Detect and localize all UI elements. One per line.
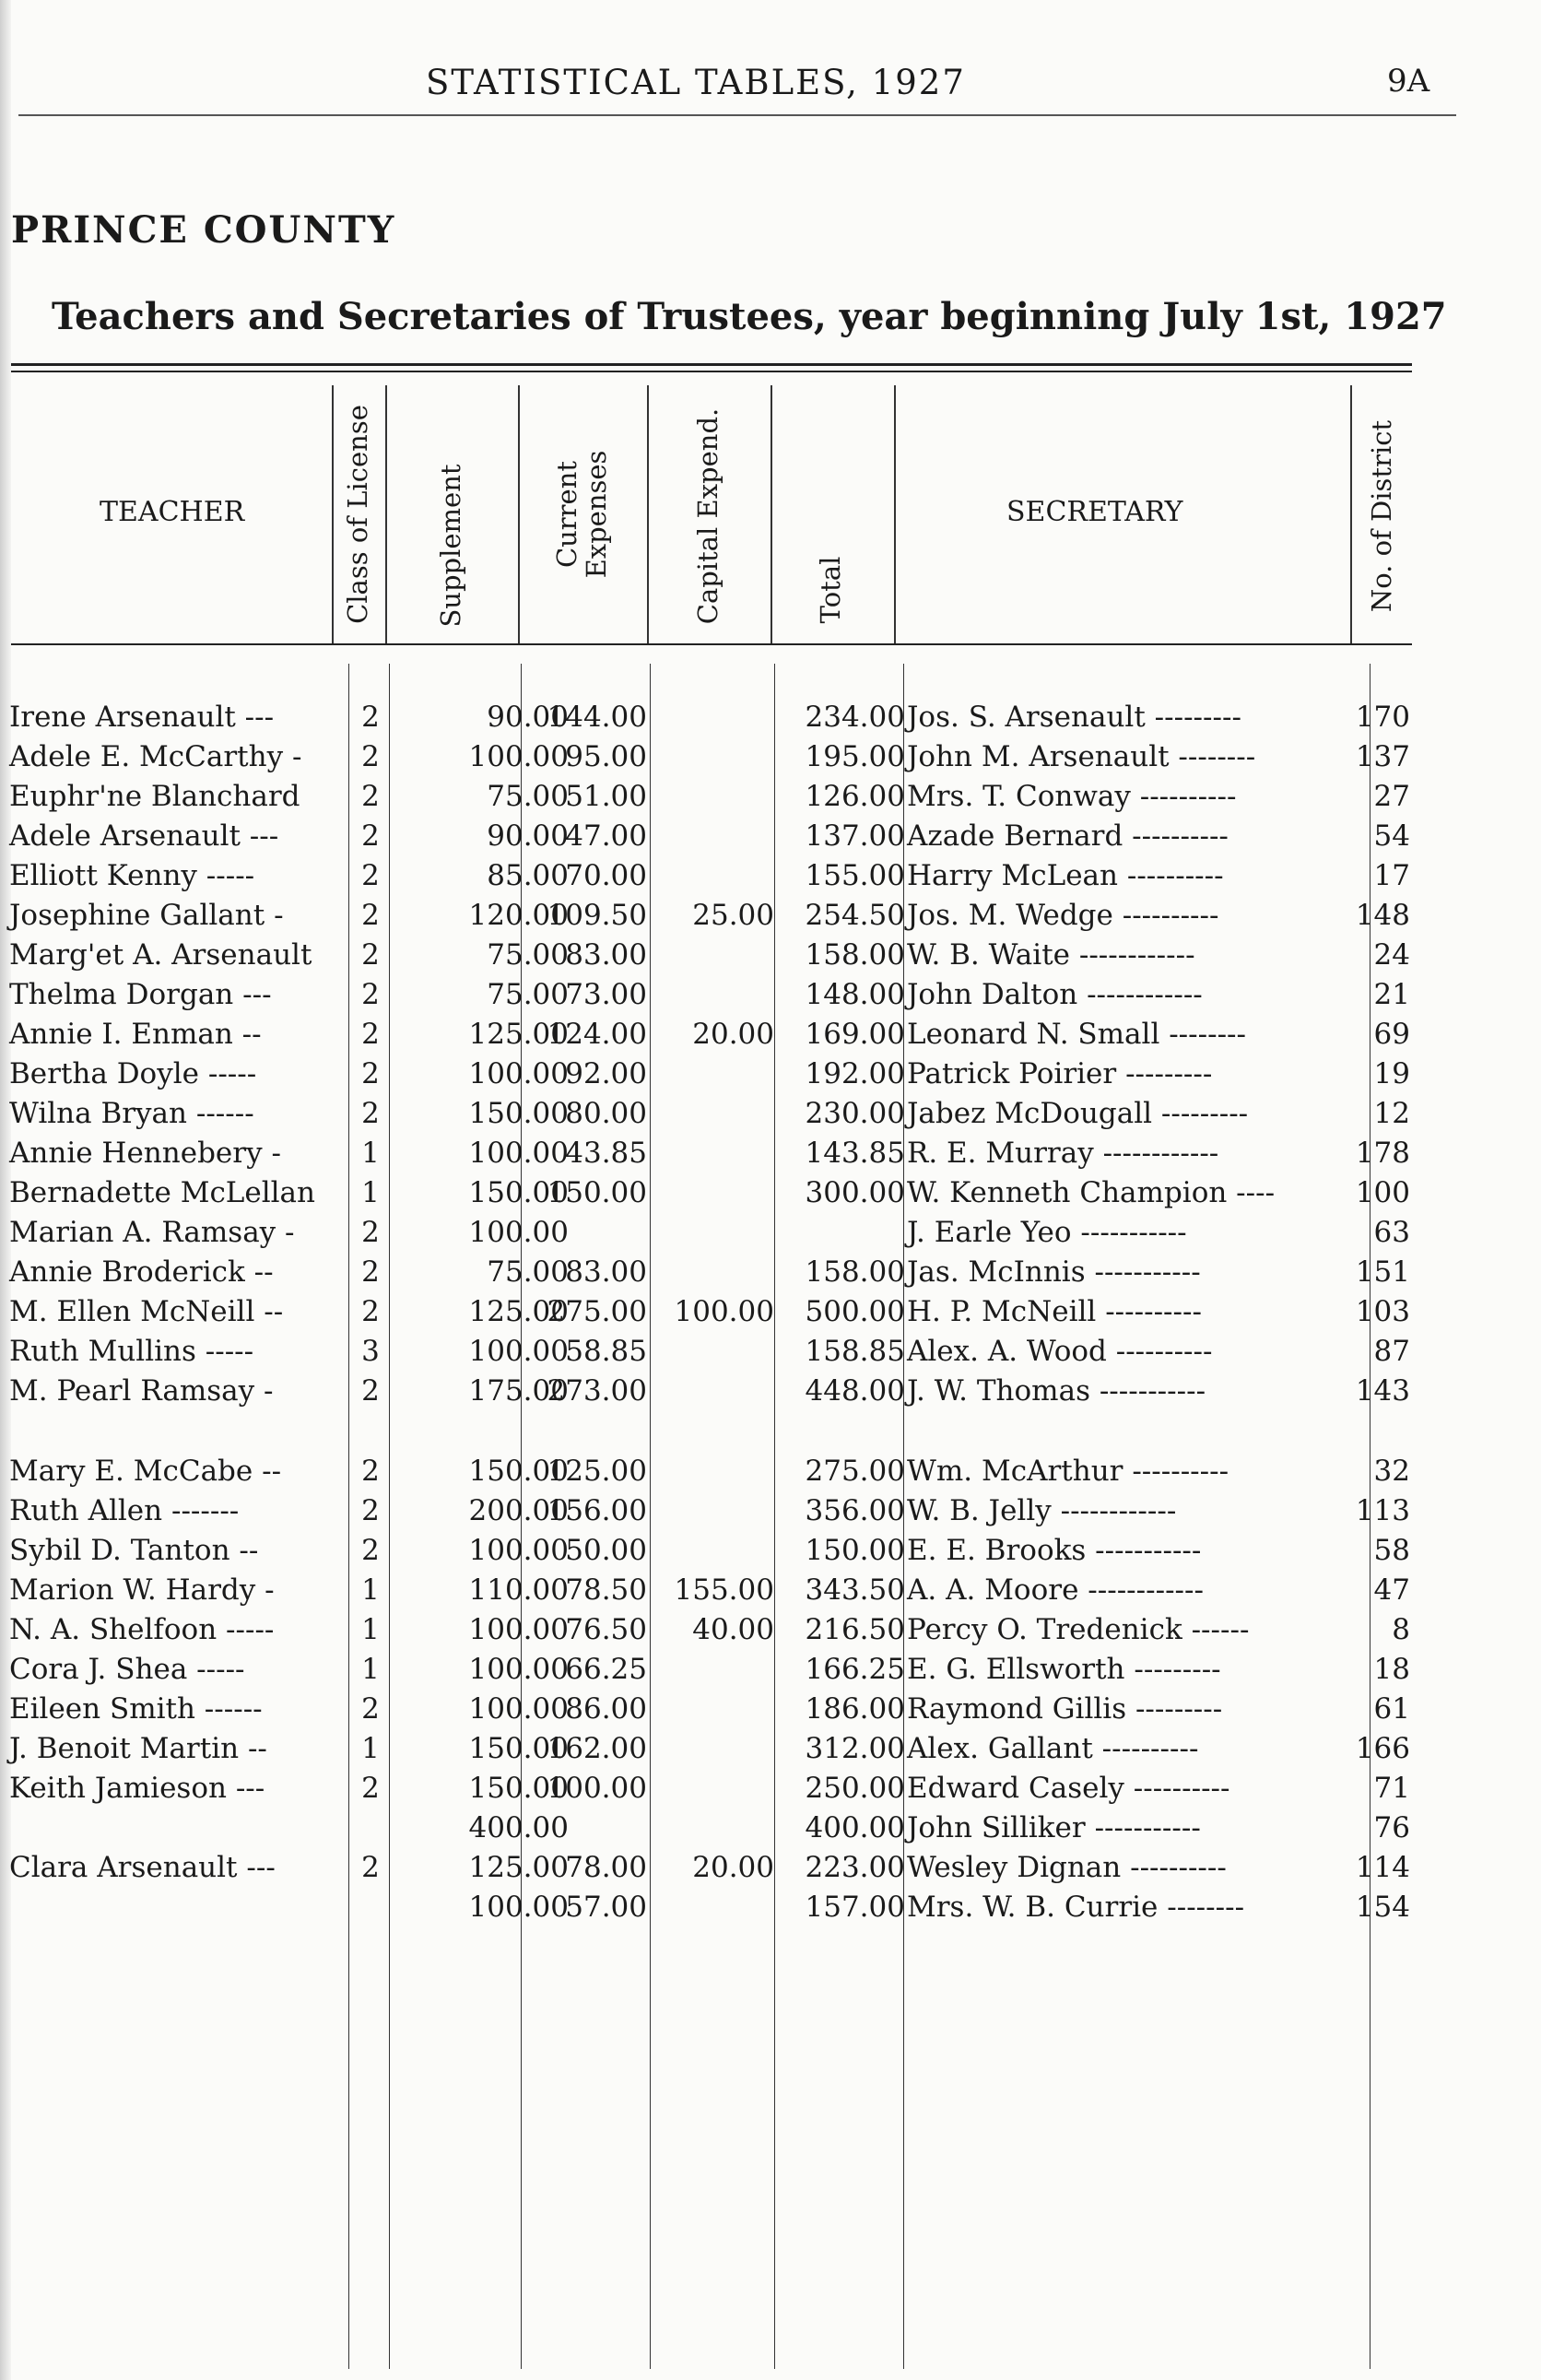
column-header-district: No. of District <box>1366 419 1398 613</box>
table-row <box>0 938 1541 977</box>
supplement-value: 175.00 <box>468 1374 569 1408</box>
capital-expend-value: 100.00 <box>674 1295 774 1328</box>
teacher-name: Marian A. Ramsay - <box>9 1216 295 1249</box>
district-number: 69 <box>1373 1018 1410 1051</box>
teacher-name: Eileen Smith ------ <box>9 1692 263 1726</box>
table-row <box>0 1455 1541 1493</box>
current-expenses-value: 92.00 <box>565 1057 647 1090</box>
secretary-name: E. E. Brooks ----------- <box>907 1534 1202 1567</box>
teacher-name: Cora J. Shea ----- <box>9 1653 245 1686</box>
district-number: 113 <box>1355 1494 1410 1527</box>
class-of-license: 2 <box>361 938 380 972</box>
table-row <box>0 1534 1541 1573</box>
current-expenses-value: 76.50 <box>565 1613 647 1646</box>
class-of-license: 2 <box>361 1216 380 1249</box>
table-row <box>0 1018 1541 1056</box>
district-number: 143 <box>1355 1374 1410 1408</box>
district-number: 8 <box>1392 1613 1410 1646</box>
capital-expend-value: 20.00 <box>692 1018 774 1051</box>
teacher-name: Adele E. McCarthy - <box>9 740 302 773</box>
column-header-capital: Capital Expend. <box>692 407 724 625</box>
supplement-value: 125.00 <box>468 1018 569 1051</box>
capital-expend-value: 155.00 <box>674 1573 774 1607</box>
table-row <box>0 1851 1541 1890</box>
class-of-license: 1 <box>361 1732 380 1765</box>
class-of-license: 1 <box>361 1137 380 1170</box>
total-value: 192.00 <box>805 1057 905 1090</box>
total-value: 230.00 <box>805 1097 905 1130</box>
current-expenses-value: 125.00 <box>547 1455 647 1488</box>
secretary-name: Raymond Gillis --------- <box>907 1692 1223 1726</box>
total-value: 158.00 <box>805 1255 905 1289</box>
total-value: 169.00 <box>805 1018 905 1051</box>
table-row <box>0 1653 1541 1691</box>
current-expenses-value: 144.00 <box>547 701 647 734</box>
column-divider <box>1350 385 1352 643</box>
class-of-license: 2 <box>361 1018 380 1051</box>
secretary-name: A. A. Moore ------------ <box>907 1573 1204 1607</box>
class-of-license: 2 <box>361 1772 380 1805</box>
district-number: 154 <box>1355 1891 1410 1924</box>
district-number: 12 <box>1373 1097 1410 1130</box>
district-number: 24 <box>1373 938 1410 972</box>
district-number: 170 <box>1355 701 1410 734</box>
supplement-value: 90.00 <box>487 701 569 734</box>
supplement-value: 75.00 <box>487 978 569 1011</box>
district-number: 27 <box>1373 780 1410 813</box>
total-value: 157.00 <box>805 1891 905 1924</box>
supplement-value: 150.00 <box>468 1732 569 1765</box>
table-row <box>0 1692 1541 1731</box>
secretary-name: Percy O. Tredenick ------ <box>907 1613 1250 1646</box>
supplement-value: 125.00 <box>468 1295 569 1328</box>
column-divider <box>770 385 772 643</box>
total-value: 343.50 <box>805 1573 905 1607</box>
district-number: 58 <box>1373 1534 1410 1567</box>
teacher-name: Irene Arsenault --- <box>9 701 275 734</box>
current-expenses-value: 83.00 <box>565 1255 647 1289</box>
teacher-name: Elliott Kenny ----- <box>9 859 255 892</box>
supplement-value: 100.00 <box>468 1335 569 1368</box>
secretary-name: Alex. A. Wood ---------- <box>907 1335 1213 1368</box>
total-value: 186.00 <box>805 1692 905 1726</box>
current-expenses-value: 150.00 <box>547 1176 647 1209</box>
supplement-value: 90.00 <box>487 819 569 853</box>
teacher-name: Adele Arsenault --- <box>9 819 279 853</box>
total-value: 155.00 <box>805 859 905 892</box>
supplement-value: 400.00 <box>468 1811 569 1844</box>
class-of-license: 2 <box>361 899 380 932</box>
class-of-license: 2 <box>361 1255 380 1289</box>
district-number: 54 <box>1373 819 1410 853</box>
district-number: 63 <box>1373 1216 1410 1249</box>
table-row <box>0 1216 1541 1255</box>
secretary-name: Azade Bernard ---------- <box>907 819 1229 853</box>
teacher-name: Bernadette McLellan <box>9 1176 316 1209</box>
district-number: 148 <box>1355 899 1410 932</box>
current-expenses-value: 51.00 <box>565 780 647 813</box>
district-number: 103 <box>1355 1295 1410 1328</box>
page-number: 9A <box>1387 63 1430 100</box>
header-rule <box>18 114 1456 116</box>
class-of-license: 3 <box>361 1335 380 1368</box>
table-row <box>0 780 1541 819</box>
secretary-name: Wesley Dignan ---------- <box>907 1851 1227 1884</box>
current-expenses-value: 124.00 <box>547 1018 647 1051</box>
total-value: 223.00 <box>805 1851 905 1884</box>
supplement-value: 100.00 <box>468 1057 569 1090</box>
district-number: 19 <box>1373 1057 1410 1090</box>
total-value: 150.00 <box>805 1534 905 1567</box>
total-value: 166.25 <box>805 1653 905 1686</box>
current-expenses-value: 100.00 <box>547 1772 647 1805</box>
total-value: 250.00 <box>805 1772 905 1805</box>
column-divider <box>518 385 520 643</box>
secretary-name: W. Kenneth Champion ---- <box>907 1176 1276 1209</box>
secretary-name: John Dalton ------------ <box>907 978 1203 1011</box>
secretary-name: John M. Arsenault -------- <box>907 740 1256 773</box>
table-row <box>0 859 1541 898</box>
teacher-name: Bertha Doyle ----- <box>9 1057 257 1090</box>
header-bottom-rule <box>11 643 1412 645</box>
table-row <box>0 819 1541 858</box>
total-value: 137.00 <box>805 819 905 853</box>
total-value: 126.00 <box>805 780 905 813</box>
class-of-license: 1 <box>361 1613 380 1646</box>
class-of-license: 2 <box>361 1057 380 1090</box>
table-row <box>0 1613 1541 1652</box>
district-number: 17 <box>1373 859 1410 892</box>
current-expenses-value: 78.50 <box>565 1573 647 1607</box>
class-of-license: 2 <box>361 1097 380 1130</box>
table-top-rule <box>11 363 1412 366</box>
supplement-value: 110.00 <box>468 1573 569 1607</box>
teacher-name: Marion W. Hardy - <box>9 1573 275 1607</box>
district-number: 32 <box>1373 1455 1410 1488</box>
current-expenses-value: 50.00 <box>565 1534 647 1567</box>
table-row <box>0 740 1541 779</box>
secretary-name: Jos. M. Wedge ---------- <box>907 899 1219 932</box>
secretary-name: Patrick Poirier --------- <box>907 1057 1213 1090</box>
column-divider <box>894 385 896 643</box>
current-expenses-value: 156.00 <box>547 1494 647 1527</box>
secretary-name: J. Earle Yeo ----------- <box>907 1216 1187 1249</box>
district-number: 137 <box>1355 740 1410 773</box>
table-row <box>0 1335 1541 1373</box>
teacher-name: Josephine Gallant - <box>9 899 284 932</box>
table-row <box>0 1176 1541 1215</box>
class-of-license: 2 <box>361 1494 380 1527</box>
district-number: 47 <box>1373 1573 1410 1607</box>
table-row <box>0 1137 1541 1175</box>
supplement-value: 100.00 <box>468 1692 569 1726</box>
class-of-license: 2 <box>361 1295 380 1328</box>
column-header-supplement: Supplement <box>435 464 467 628</box>
table-row <box>0 899 1541 937</box>
supplement-value: 100.00 <box>468 1653 569 1686</box>
current-expenses-value: 58.85 <box>565 1335 647 1368</box>
secretary-name: Jabez McDougall --------- <box>907 1097 1249 1130</box>
current-expenses-value: 275.00 <box>547 1295 647 1328</box>
teacher-name: J. Benoit Martin -- <box>9 1732 267 1765</box>
secretary-name: Wm. McArthur ---------- <box>907 1455 1229 1488</box>
class-of-license: 2 <box>361 1534 380 1567</box>
capital-expend-value: 40.00 <box>692 1613 774 1646</box>
total-value: 158.85 <box>805 1335 905 1368</box>
class-of-license: 1 <box>361 1573 380 1607</box>
district-number: 71 <box>1373 1772 1410 1805</box>
column-header-teacher: TEACHER <box>100 496 245 528</box>
teacher-name: Thelma Dorgan --- <box>9 978 272 1011</box>
table-row <box>0 1255 1541 1294</box>
teacher-name: Sybil D. Tanton -- <box>9 1534 259 1567</box>
secretary-name: J. W. Thomas ----------- <box>907 1374 1206 1408</box>
district-number: 151 <box>1355 1255 1410 1289</box>
secretary-name: W. B. Waite ------------ <box>907 938 1195 972</box>
total-value: 158.00 <box>805 938 905 972</box>
table-row <box>0 1057 1541 1096</box>
total-value: 400.00 <box>805 1811 905 1844</box>
table-row <box>0 978 1541 1017</box>
teacher-name: Ruth Allen ------- <box>9 1494 240 1527</box>
column-header-current <box>553 451 612 579</box>
total-value: 148.00 <box>805 978 905 1011</box>
current-expenses-value: 47.00 <box>565 819 647 853</box>
secretary-name: Jas. McInnis ----------- <box>907 1255 1201 1289</box>
total-value: 216.50 <box>805 1613 905 1646</box>
district-number: 76 <box>1373 1811 1410 1844</box>
table-row <box>0 701 1541 739</box>
secretary-name: W. B. Jelly ------------ <box>907 1494 1177 1527</box>
supplement-value: 100.00 <box>468 1137 569 1170</box>
class-of-license: 2 <box>361 1374 380 1408</box>
class-of-license: 2 <box>361 1851 380 1884</box>
total-value: 448.00 <box>805 1374 905 1408</box>
class-of-license: 1 <box>361 1653 380 1686</box>
total-value: 312.00 <box>805 1732 905 1765</box>
class-of-license: 2 <box>361 859 380 892</box>
class-of-license: 2 <box>361 1692 380 1726</box>
column-header-total: Total <box>815 556 847 624</box>
column-header-class: Class of License <box>342 405 374 624</box>
teacher-name: Clara Arsenault --- <box>9 1851 276 1884</box>
table-row <box>0 1494 1541 1533</box>
supplement-value: 75.00 <box>487 938 569 972</box>
supplement-value: 200.00 <box>468 1494 569 1527</box>
teacher-name: Euphr'ne Blanchard <box>9 780 300 813</box>
secretary-name: H. P. McNeill ---------- <box>907 1295 1202 1328</box>
secretary-name: Mrs. W. B. Currie -------- <box>907 1891 1245 1924</box>
teacher-name: Ruth Mullins ----- <box>9 1335 254 1368</box>
running-title: STATISTICAL TABLES, 1927 <box>426 63 966 102</box>
district-number: 87 <box>1373 1335 1410 1368</box>
district-number: 21 <box>1373 978 1410 1011</box>
section-title: PRINCE COUNTY <box>11 208 396 252</box>
teacher-name: M. Pearl Ramsay - <box>9 1374 274 1408</box>
table-title: Teachers and Secretaries of Trustees, year beginning July 1st, 1927 <box>52 295 1447 338</box>
current-expenses-value: 162.00 <box>547 1732 647 1765</box>
supplement-value: 150.00 <box>468 1455 569 1488</box>
district-number: 18 <box>1373 1653 1410 1686</box>
current-expenses-value: 73.00 <box>565 978 647 1011</box>
class-of-license: 2 <box>361 740 380 773</box>
current-expenses-value: 109.50 <box>547 899 647 932</box>
secretary-name: Jos. S. Arsenault --------- <box>907 701 1241 734</box>
table-row <box>0 1732 1541 1771</box>
table-row <box>0 1097 1541 1136</box>
total-value: 195.00 <box>805 740 905 773</box>
table-row <box>0 1295 1541 1334</box>
secretary-name: Leonard N. Small -------- <box>907 1018 1247 1051</box>
secretary-name: R. E. Murray ------------ <box>907 1137 1219 1170</box>
column-divider <box>647 385 649 643</box>
table-row <box>0 1811 1541 1850</box>
class-of-license: 2 <box>361 978 380 1011</box>
teacher-name: M. Ellen McNeill -- <box>9 1295 284 1328</box>
current-expenses-value: 83.00 <box>565 938 647 972</box>
supplement-value: 120.00 <box>468 899 569 932</box>
running-header <box>0 63 1541 109</box>
supplement-value: 75.00 <box>487 1255 569 1289</box>
supplement-value: 150.00 <box>468 1176 569 1209</box>
secretary-name: Harry McLean ---------- <box>907 859 1224 892</box>
column-divider <box>385 385 387 643</box>
table-row <box>0 1374 1541 1413</box>
supplement-value: 75.00 <box>487 780 569 813</box>
class-of-license: 1 <box>361 1176 380 1209</box>
supplement-value: 85.00 <box>487 859 569 892</box>
current-expenses-value: 57.00 <box>565 1891 647 1924</box>
current-expenses-value: 80.00 <box>565 1097 647 1130</box>
current-expenses-value: 43.85 <box>565 1137 647 1170</box>
supplement-value: 100.00 <box>468 1891 569 1924</box>
total-value: 356.00 <box>805 1494 905 1527</box>
secretary-name: E. G. Ellsworth --------- <box>907 1653 1221 1686</box>
supplement-value: 100.00 <box>468 740 569 773</box>
table-row <box>0 1573 1541 1612</box>
total-value: 300.00 <box>805 1176 905 1209</box>
secretary-name: Alex. Gallant ---------- <box>907 1732 1199 1765</box>
total-value: 254.50 <box>805 899 905 932</box>
teacher-name: Annie Hennebery - <box>9 1137 281 1170</box>
current-expenses-value: 273.00 <box>547 1374 647 1408</box>
supplement-value: 100.00 <box>468 1216 569 1249</box>
table-row <box>0 1891 1541 1929</box>
column-divider <box>332 385 334 643</box>
current-expenses-value: 70.00 <box>565 859 647 892</box>
supplement-value: 150.00 <box>468 1772 569 1805</box>
supplement-value: 100.00 <box>468 1534 569 1567</box>
teacher-name: Keith Jamieson --- <box>9 1772 265 1805</box>
total-value: 500.00 <box>805 1295 905 1328</box>
current-expenses-value: 95.00 <box>565 740 647 773</box>
column-header-secretary: SECRETARY <box>1006 496 1183 528</box>
teacher-name: Annie I. Enman -- <box>9 1018 262 1051</box>
district-number: 61 <box>1373 1692 1410 1726</box>
district-number: 114 <box>1355 1851 1410 1884</box>
table-row <box>0 1772 1541 1810</box>
district-number: 166 <box>1355 1732 1410 1765</box>
capital-expend-value: 25.00 <box>692 899 774 932</box>
district-number: 100 <box>1355 1176 1410 1209</box>
class-of-license: 2 <box>361 780 380 813</box>
total-value: 275.00 <box>805 1455 905 1488</box>
supplement-value: 125.00 <box>468 1851 569 1884</box>
column-header-current-line1: Current <box>551 460 583 569</box>
total-value: 234.00 <box>805 701 905 734</box>
class-of-license: 2 <box>361 1455 380 1488</box>
district-number: 178 <box>1355 1137 1410 1170</box>
class-of-license: 2 <box>361 701 380 734</box>
capital-expend-value: 20.00 <box>692 1851 774 1884</box>
class-of-license: 2 <box>361 819 380 853</box>
teacher-name: Wilna Bryan ------ <box>9 1097 254 1130</box>
secretary-name: John Silliker ----------- <box>907 1811 1201 1844</box>
secretary-name: Mrs. T. Conway ---------- <box>907 780 1237 813</box>
teacher-name: N. A. Shelfoon ----- <box>9 1613 275 1646</box>
teacher-name: Mary E. McCabe -- <box>9 1455 282 1488</box>
table-top-rule-thin <box>11 371 1412 372</box>
current-expenses-value: 86.00 <box>565 1692 647 1726</box>
secretary-name: Edward Casely ---------- <box>907 1772 1230 1805</box>
teacher-name: Marg'et A. Arsenault <box>9 938 312 972</box>
total-value: 143.85 <box>805 1137 905 1170</box>
teacher-name: Annie Broderick -- <box>9 1255 274 1289</box>
column-header-current-line2: Expenses <box>581 450 612 579</box>
supplement-value: 100.00 <box>468 1613 569 1646</box>
supplement-value: 150.00 <box>468 1097 569 1130</box>
current-expenses-value: 78.00 <box>565 1851 647 1884</box>
current-expenses-value: 66.25 <box>565 1653 647 1686</box>
